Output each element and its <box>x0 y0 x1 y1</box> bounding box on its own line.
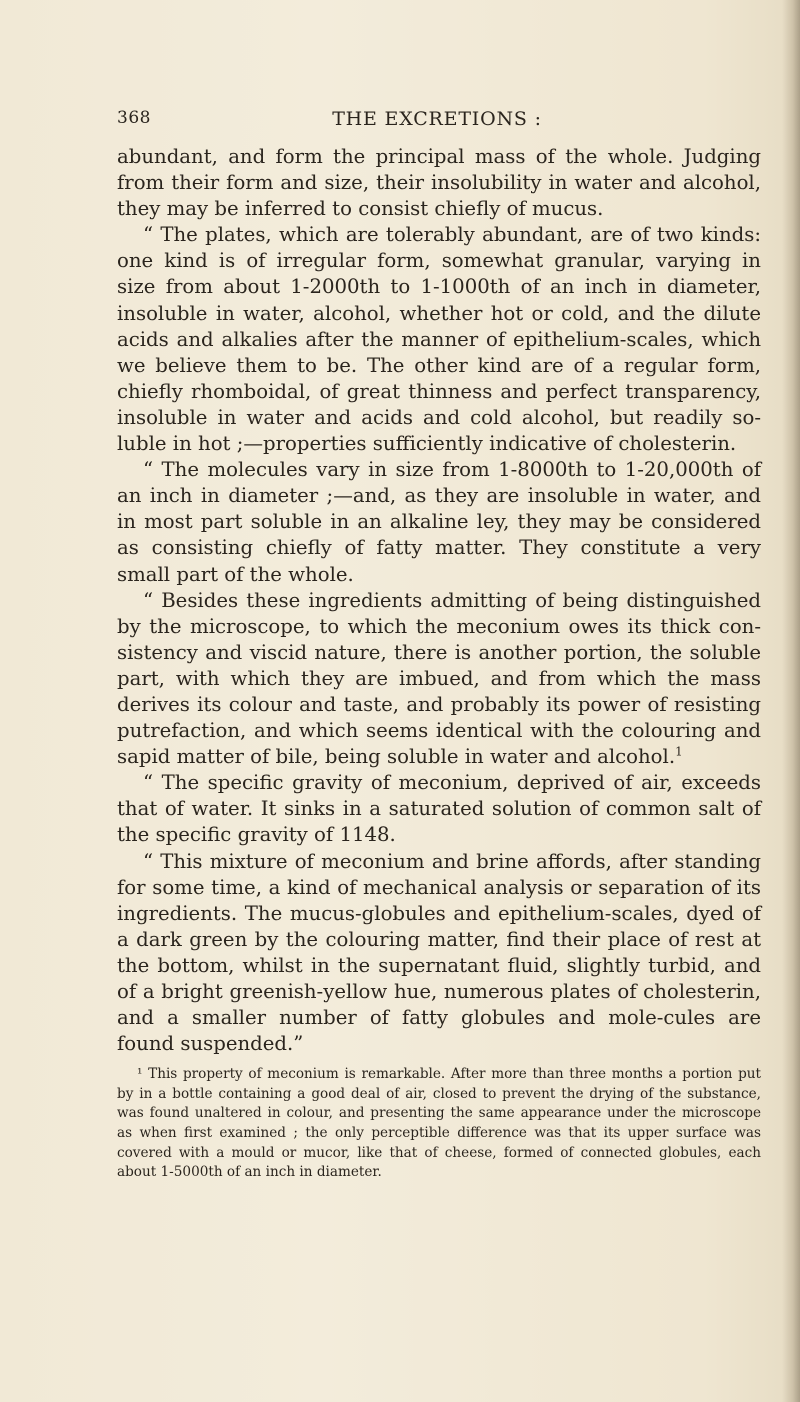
paragraph-text: abundant, and form the principal mass of the whole. Judging from their form and size, their insolubility in water and alcohol, they may be inferred to consist chiefly of mucus. <box>117 145 761 221</box>
paragraph-text: “ The specific gravity of meconium, deprived of air, exceeds that of water. It sinks in a saturated solution of common salt of the specific gravity of 1148. <box>117 771 761 847</box>
footnote-reference: 1 <box>675 744 683 759</box>
paragraph-text: “ The plates, which are tolerably abundant, are of two kinds: one kind is of irregular form, somewhat granular, varying in size from about 1-2000th to 1-1000th of an inch in diameter, insoluble in water, alcohol, whether hot or cold, and the dilute acids and alkalies after the manner of epithelium-scales, which we believe them to be. The other kind are of a regular form, chiefly rhomboidal, of great thinness and perfect transparency, insoluble in water and acids and cold alcohol, but readily so-luble in hot ;—properties sufficiently indicative of cholesterin. <box>117 223 761 456</box>
paragraph-text: “ Besides these ingredients admitting of being distinguished by the microscope, to which the meconium owes its thick con-sistency and viscid nature, there is another portion, the soluble part, with which they are imbued, and from which the mass derives its colour and taste, and probably its power of resisting putrefaction, and which seems identical with the colouring and sapid matter of bile, being soluble in water and alcohol. <box>117 588 761 769</box>
body-text <box>117 144 761 1183</box>
paragraph <box>117 457 761 587</box>
footnote <box>117 1065 761 1183</box>
footnote-text: This property of meconium is remarkable. After more than three months a portion put by in a bottle containing a good deal of air, closed to prevent the drying of the substance, was found unaltered in colour, and presenting the same appearance under the microscope as when first examined ; the only perceptible difference was that its upper surface was covered with a mould or mucor, like that of cheese, formed of connected globules, each about 1-5000th of an inch in diameter. <box>117 1066 761 1181</box>
page-header <box>117 108 757 138</box>
paragraph <box>117 770 761 848</box>
paragraph-text: “ This mixture of meconium and brine affords, after standing for some time, a kind of mechanical analysis or separation of its ingredients. The mucus-globules and epithelium-scales, dyed of a dark green by the colouring matter, find their place of rest at the bottom, whilst in the supernatant fluid, slightly turbid, and of a bright greenish-yellow hue, numerous plates of cholesterin, and a smaller number of fatty globules and mole-cules are found suspended.” <box>117 849 761 1056</box>
footnotes <box>117 1065 761 1183</box>
running-head: THE EXCRETIONS : <box>332 108 542 130</box>
paragraph <box>117 222 761 457</box>
page-number: 368 <box>117 108 151 128</box>
paragraph <box>117 144 761 222</box>
paragraph <box>117 588 761 771</box>
page-edge-shadow <box>782 0 800 1402</box>
paragraph <box>117 849 761 1058</box>
footnote-marker: ¹ <box>137 1066 143 1083</box>
paragraph-text: “ The molecules vary in size from 1-8000th to 1-20,000th of an inch in diameter ;—and, as they are insoluble in water, and in most part soluble in an alkaline ley, they may be considered as consisting chiefly of fatty matter. They constitute a very small part of the whole. <box>117 458 761 586</box>
